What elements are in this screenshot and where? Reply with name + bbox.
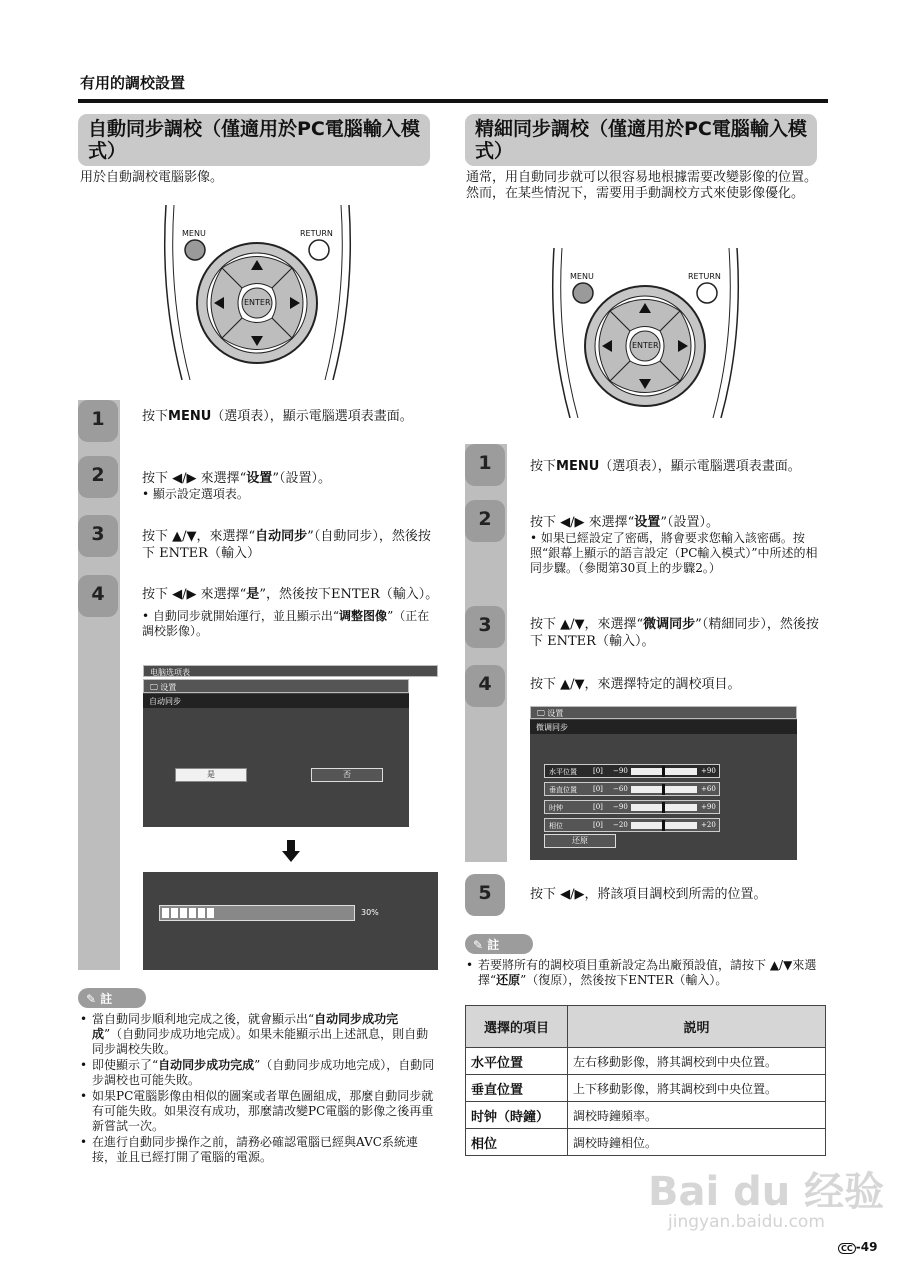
adjust-slider[interactable] [631,786,697,793]
progress-block [198,908,205,918]
left-step-2-number: 2 [78,456,118,498]
adjust-label: 垂直位置 [549,786,577,794]
adjustment-table [465,1005,826,1156]
right-step-1-number: 1 [465,444,505,486]
adjust-row[interactable] [544,764,720,778]
table-row: 水平位置 左右移動影像，將其調校到中央位置。 [466,1048,826,1075]
enter-label: ENTER [244,298,271,307]
adjust-row[interactable] [544,782,720,796]
no-button[interactable]: 否 [311,768,383,782]
adjust-label: 水平位置 [549,768,577,776]
left-section-title: 自動同步調校（僅適用於PC電腦輸入模式） [78,114,430,166]
left-note-item: • 在進行自動同步操作之前，請務必確認電腦已經與AVC系統連接，並且已經打開了電腦的電源。 [80,1135,440,1165]
left-note-item: • 當自動同步順利地完成之後，就會顯示出“自动同步成功完成”（自動同步成功地完成）。如果未能顯示出上述訊息，則自動同步調校失敗。 [80,1012,440,1057]
left-note-item: • 如果PC電腦影像由相似的圖案或者單色圖組成，那麼自動同步就有可能失敗。如果沒有成功，那麼請改變PC電腦的影像之後再重新嘗試一次。 [80,1089,440,1134]
right-step-4-text: 按下 ▲/▼，來選擇特定的調校項目。 [530,677,741,692]
progress-bar [159,905,355,921]
left-notes-list [80,1012,440,1166]
right-step-2-number: 2 [465,500,505,542]
watermark-logo: Bai du 经验 [648,1169,885,1215]
page-header-title: 有用的調校設置 [80,74,186,92]
remote-illustration-right [548,248,743,418]
left-intro: 用於自動調校電腦影像。 [80,170,224,185]
right-step-2-text: 按下 ◀/▶ 來選擇“设置”（設置）。 • 如果已經設定了密碼，將會要求您輸入該密碼。按照“銀幕上顯示的語言設定（PC輸入模式）”中所述的相同步驟。（參閱第30頁上的步驟2。） [530,515,818,575]
adjust-max: +20 [701,821,716,829]
header-rule [78,99,828,103]
progress-block [180,908,187,918]
right-step-5-number: 5 [465,874,505,916]
progress-screen [143,872,438,970]
adjust-value: [0] [593,767,603,775]
progress-block [171,908,178,918]
left-step-3-number: 3 [78,515,118,557]
progress-label: 30% [361,908,379,917]
down-arrow-icon [282,840,300,866]
right-step-3-text: 按下 ▲/▼，來選擇“微调同步”（精細同步），然後按下 ENTER（輸入）。 [530,617,819,649]
adjust-row[interactable] [544,818,720,832]
left-step-1-number: 1 [78,400,118,442]
auto-sync-item: 自动同步 [143,694,409,708]
right-note-tag: ✎ 註 [465,934,533,954]
adjust-value: [0] [593,803,603,811]
left-note-item: • 即使顯示了“自动同步成功完成”（自動同步成功地完成），自動同步調校也可能失敗。 [80,1058,440,1088]
right-step-3-number: 3 [465,606,505,648]
adjust-min: −60 [613,785,628,793]
left-note-tag: ✎ 註 [78,988,146,1008]
return-label: RETURN [300,229,333,238]
adjust-slider[interactable] [631,804,697,811]
page-number: CC -49 [838,1240,877,1254]
left-step-1-text: 按下MENU（選項表），顯示電腦選項表畫面。 [142,409,413,424]
pc-menu-bar: 电脑选项表 [143,665,438,677]
adjust-slider[interactable] [631,822,697,829]
left-step-2-text: 按下 ◀/▶ 來選擇“设置”（設置）。 • 顯示設定選項表。 [142,471,331,501]
menu-label: MENU [570,272,594,281]
left-step-3-text: 按下 ▲/▼，來選擇“自动同步”（自動同步），然後按下 ENTER（輸入） [142,529,431,561]
enter-label: ENTER [632,341,659,350]
fine-sync-item: 微调同步 [530,720,797,734]
progress-block [162,908,169,918]
right-note-item: • 若要將所有的調校項目重新設定為出廠預設值，請按下 ▲/▼來選擇“还原”（復原），然後按下ENTER（輸入）。 [466,958,828,988]
adjust-row[interactable] [544,800,720,814]
yes-button[interactable]: 是 [175,768,247,782]
table-row: 时钟（時鐘） 調校時鐘頻率。 [466,1102,826,1129]
left-step-4-text: 按下 ◀/▶ 來選擇“是”，然後按下ENTER（輸入）。 • 自動同步就開始運行，並且顯示出“调整图像”（正在調校影像）。 [142,587,439,638]
right-step-5-text: 按下 ◀/▶，將該項目調校到所需的位置。 [530,887,767,902]
adjust-min: −20 [613,821,628,829]
adjust-slider[interactable] [631,768,697,775]
right-notes-list [466,958,828,989]
adjust-min: −90 [613,803,628,811]
auto-sync-screen [143,679,409,827]
table-row: 垂直位置 上下移動影像，將其調校到中央位置。 [466,1075,826,1102]
left-step-4-number: 4 [78,575,118,617]
progress-block [207,908,214,918]
adjust-min: −90 [613,767,628,775]
adjust-value: [0] [593,785,603,793]
adjust-max: +90 [701,803,716,811]
language-badge: CC [838,1243,856,1254]
slider-thumb[interactable] [662,784,665,795]
right-section-title: 精細同步調校（僅適用於PC電腦輸入模式） [465,114,817,166]
table-header-cell: 選擇的項目 [466,1006,568,1048]
table-header-cell: 説明 [568,1006,826,1048]
fine-sync-screen [530,706,797,860]
slider-thumb[interactable] [662,802,665,813]
settings-header: 🖵 设置 [530,706,797,719]
slider-thumb[interactable] [662,820,665,831]
right-step-4-number: 4 [465,665,505,707]
settings-header: 🖵 设置 [143,679,409,693]
reset-button[interactable]: 还原 [544,834,616,848]
adjust-max: +90 [701,767,716,775]
return-label: RETURN [688,272,721,281]
watermark-url: jingyan.baidu.com [668,1212,825,1232]
right-intro: 通常，用自動同步就可以很容易地根據需要改變影像的位置。然而，在某些情況下，需要用手動調校方式來使影像優化。 [466,170,818,201]
adjust-max: +60 [701,785,716,793]
menu-label: MENU [182,229,206,238]
progress-block [189,908,196,918]
adjust-label: 相位 [549,822,563,830]
adjust-label: 时钟 [549,804,563,812]
remote-illustration-left [160,205,355,380]
progress-fill [160,906,354,920]
table-header-row [466,1006,826,1048]
slider-thumb[interactable] [662,766,665,777]
adjust-value: [0] [593,821,603,829]
right-step-1-text: 按下MENU（選項表），顯示電腦選項表畫面。 [530,459,801,474]
table-row: 相位 調校時鐘相位。 [466,1129,826,1156]
